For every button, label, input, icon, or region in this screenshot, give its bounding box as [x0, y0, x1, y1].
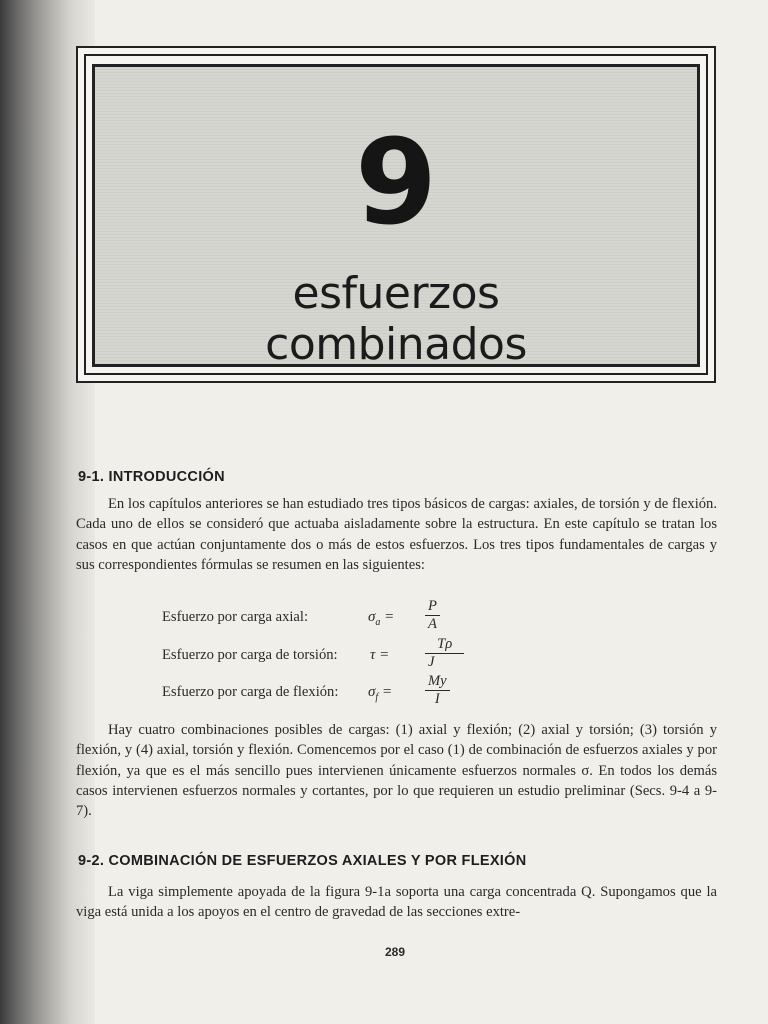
formula-lhs-flexion: $\sigma_f$ = — [368, 684, 393, 703]
formula-label-flexion: Esfuerzo por carga de flexión: — [162, 684, 339, 700]
chapter-title-line2: combinados — [265, 319, 527, 370]
intro-paragraph: En los capítulos anteriores se han estudiado tres tipos básicos de cargas: axiales, de torsión y de flexión. Cada uno de ellos se consideró que actuaba aisladamente sobre la estructura. En este capítulo se tratan los casos en que actúan conjuntamente dos o más de estos esfuerzos. Los tres tipos fundamentales de cargas y sus correspondientes fórmulas se resumen en las siguientes: — [76, 496, 717, 573]
formula-numerator: P — [428, 598, 437, 614]
combinations-paragraph: Hay cuatro combinaciones posibles de cargas: (1) axial y flexión; (2) axial y torsión; (3) torsión y flexión, y (4) axial, torsión y flexión. Comencemos por el caso (1) de combinación de esfuerzos axiales y por flexión, ya que es el más sencillo pues intervienen únicamente esfuerzos normales σ. En todos los demás casos intervienen esfuerzos normales y cortantes, por lo que requieren un estudio preliminar (Secs. 9-4 a 9-7). — [76, 722, 717, 820]
formula-numerator: My — [428, 673, 447, 689]
formula-numerator: Tρ — [437, 636, 453, 652]
section-heading-combinacion: 9-2. COMBINACIÓN DE ESFUERZOS AXIALES Y POR FLEXIÓN — [78, 853, 527, 869]
header-title-panel — [92, 64, 700, 370]
formula-denominator: J — [425, 653, 464, 671]
section-heading-introduccion: 9-1. INTRODUCCIÓN — [78, 469, 225, 485]
formula-denominator: I — [425, 690, 450, 708]
formula-denominator: A — [425, 615, 440, 633]
formula-label-axial: Esfuerzo por carga axial: — [162, 609, 309, 625]
page-number: 289 — [384, 945, 406, 959]
formula-fraction-torsion — [425, 636, 464, 671]
formula-fraction-axial — [425, 598, 440, 633]
formula-lhs-torsion: τ = — [370, 647, 390, 663]
chapter-title-line1: esfuerzos — [292, 268, 500, 319]
chapter-header-frame — [76, 46, 716, 383]
formula-label-torsion: Esfuerzo por carga de torsión: — [162, 647, 338, 663]
formula-fraction-flexion — [425, 673, 450, 708]
formula-lhs-axial: $\sigma_a$ = — [368, 609, 395, 628]
chapter-number: 9 — [354, 113, 438, 251]
section-9-2-paragraph: La viga simplemente apoyada de la figura 9-1a soporta una carga concentrada Q. Supongamos que la viga está unida a los apoyos en el centro de gravedad de las secciones extre- — [76, 884, 717, 921]
